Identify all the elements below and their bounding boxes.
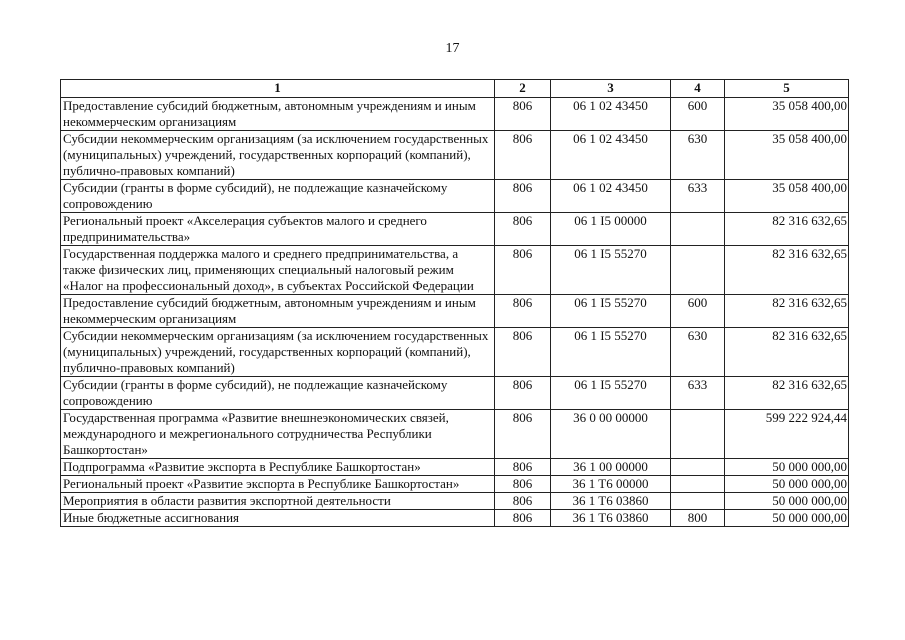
row-amount: 35 058 400,00 [725, 98, 849, 131]
row-admin-code: 806 [495, 131, 551, 180]
row-amount: 50 000 000,00 [725, 476, 849, 493]
row-expense-type: 630 [671, 328, 725, 377]
row-name: Региональный проект «Развитие экспорта в Республике Башкортостан» [61, 476, 495, 493]
row-name: Иные бюджетные ассигнования [61, 510, 495, 527]
table-row [61, 180, 849, 213]
row-target-code: 36 1 00 00000 [551, 459, 671, 476]
row-amount: 35 058 400,00 [725, 131, 849, 180]
row-target-code: 06 1 I5 55270 [551, 377, 671, 410]
row-admin-code: 806 [495, 213, 551, 246]
row-target-code: 06 1 I5 55270 [551, 328, 671, 377]
row-name: Государственная программа «Развитие внешнеэкономических связей, международного и межрегионального сотрудничества Республики Башкортостан» [61, 410, 495, 459]
table-row [61, 410, 849, 459]
row-name: Субсидии некоммерческим организациям (за исключением государственных (муниципальных) учреждений, государственных корпораций (компаний), публично-правовых компаний) [61, 131, 495, 180]
row-name: Региональный проект «Акселерация субъектов малого и среднего предпринимательства» [61, 213, 495, 246]
row-expense-type: 633 [671, 377, 725, 410]
row-admin-code: 806 [495, 295, 551, 328]
row-name: Мероприятия в области развития экспортной деятельности [61, 493, 495, 510]
table-row [61, 459, 849, 476]
row-admin-code: 806 [495, 410, 551, 459]
budget-table [60, 79, 849, 527]
column-header-admin: 2 [495, 80, 551, 98]
row-admin-code: 806 [495, 510, 551, 527]
row-expense-type [671, 410, 725, 459]
row-target-code: 06 1 02 43450 [551, 98, 671, 131]
table-row [61, 328, 849, 377]
row-amount: 82 316 632,65 [725, 377, 849, 410]
row-expense-type [671, 213, 725, 246]
row-target-code: 36 1 T6 03860 [551, 510, 671, 527]
column-header-amount: 5 [725, 80, 849, 98]
row-admin-code: 806 [495, 180, 551, 213]
table-row [61, 98, 849, 131]
row-target-code: 36 0 00 00000 [551, 410, 671, 459]
row-name: Субсидии некоммерческим организациям (за исключением государственных (муниципальных) учреждений, государственных корпораций (компаний), публично-правовых компаний) [61, 328, 495, 377]
row-admin-code: 806 [495, 476, 551, 493]
row-amount: 50 000 000,00 [725, 510, 849, 527]
row-expense-type: 600 [671, 295, 725, 328]
row-expense-type [671, 459, 725, 476]
row-target-code: 36 1 T6 03860 [551, 493, 671, 510]
row-amount: 35 058 400,00 [725, 180, 849, 213]
row-expense-type [671, 476, 725, 493]
row-expense-type: 800 [671, 510, 725, 527]
row-target-code: 06 1 I5 00000 [551, 213, 671, 246]
row-amount: 50 000 000,00 [725, 493, 849, 510]
column-header-type: 4 [671, 80, 725, 98]
table-row [61, 246, 849, 295]
row-target-code: 06 1 02 43450 [551, 180, 671, 213]
column-header-code: 3 [551, 80, 671, 98]
row-target-code: 06 1 I5 55270 [551, 295, 671, 328]
row-name: Субсидии (гранты в форме субсидий), не подлежащие казначейскому сопровождению [61, 377, 495, 410]
row-target-code: 06 1 02 43450 [551, 131, 671, 180]
row-admin-code: 806 [495, 459, 551, 476]
table-header-row [61, 80, 849, 98]
table-row [61, 476, 849, 493]
page-number: 17 [445, 41, 460, 56]
row-admin-code: 806 [495, 377, 551, 410]
row-name: Государственная поддержка малого и среднего предпринимательства, а также физических лиц, применяющих специальный налоговый режим «Налог на профессиональный доход», в субъектах Российской Федерации [61, 246, 495, 295]
row-admin-code: 806 [495, 493, 551, 510]
row-name: Подпрограмма «Развитие экспорта в Республике Башкортостан» [61, 459, 495, 476]
row-name: Субсидии (гранты в форме субсидий), не подлежащие казначейскому сопровождению [61, 180, 495, 213]
row-expense-type: 633 [671, 180, 725, 213]
row-admin-code: 806 [495, 246, 551, 295]
row-expense-type [671, 493, 725, 510]
table-row [61, 295, 849, 328]
row-target-code: 36 1 T6 00000 [551, 476, 671, 493]
row-amount: 82 316 632,65 [725, 213, 849, 246]
row-admin-code: 806 [495, 98, 551, 131]
row-admin-code: 806 [495, 328, 551, 377]
row-target-code: 06 1 I5 55270 [551, 246, 671, 295]
table-row [61, 213, 849, 246]
row-expense-type: 600 [671, 98, 725, 131]
row-amount: 82 316 632,65 [725, 246, 849, 295]
table-row [61, 377, 849, 410]
table-row [61, 493, 849, 510]
row-amount: 50 000 000,00 [725, 459, 849, 476]
row-amount: 82 316 632,65 [725, 295, 849, 328]
column-header-name: 1 [61, 80, 495, 98]
table-row [61, 131, 849, 180]
table-row [61, 510, 849, 527]
row-name: Предоставление субсидий бюджетным, автономным учреждениям и иным некоммерческим организациям [61, 295, 495, 328]
row-amount: 599 222 924,44 [725, 410, 849, 459]
row-name: Предоставление субсидий бюджетным, автономным учреждениям и иным некоммерческим организациям [61, 98, 495, 131]
row-amount: 82 316 632,65 [725, 328, 849, 377]
row-expense-type: 630 [671, 131, 725, 180]
row-expense-type [671, 246, 725, 295]
